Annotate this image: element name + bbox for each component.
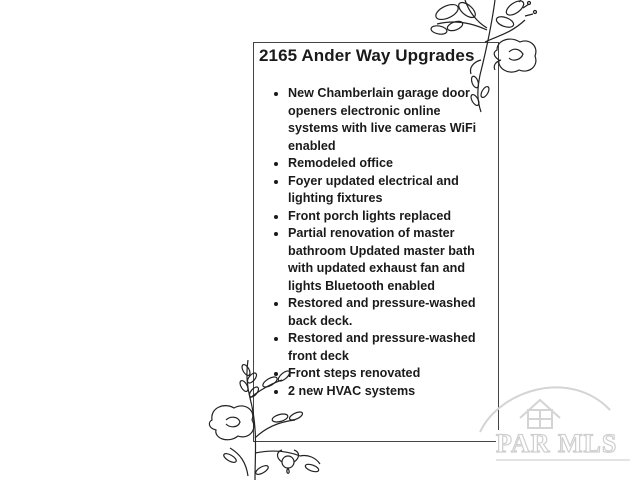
list-item: • Remodeled office <box>288 155 492 173</box>
list-item: • Partial renovation of master bathroom Updated master bath with updated exhaust fan and lights Bluetooth enabled <box>288 225 492 295</box>
list-item: • Foyer updated electrical and lighting fixtures <box>288 173 492 208</box>
floral-bouquet-icon <box>200 358 330 480</box>
watermark-text: PAR MLS <box>496 429 618 458</box>
list-item: • Restored and pressure-washed back deck. <box>288 295 492 330</box>
list-item: • Front steps renovated <box>288 365 492 383</box>
house-logo-icon <box>460 370 640 480</box>
list-item: • New Chamberlain garage door openers electronic online systems with live cameras WiFi enabled <box>288 85 492 155</box>
list-item: • Restored and pressure-washed front deck <box>288 330 492 365</box>
upgrades-list <box>270 85 492 400</box>
floral-sprig-icon <box>425 0 540 115</box>
page-title: 2165 Ander Way Upgrades <box>259 46 475 65</box>
list-item: • Front porch lights replaced <box>288 208 492 226</box>
list-item: • 2 new HVAC systems <box>288 383 492 401</box>
